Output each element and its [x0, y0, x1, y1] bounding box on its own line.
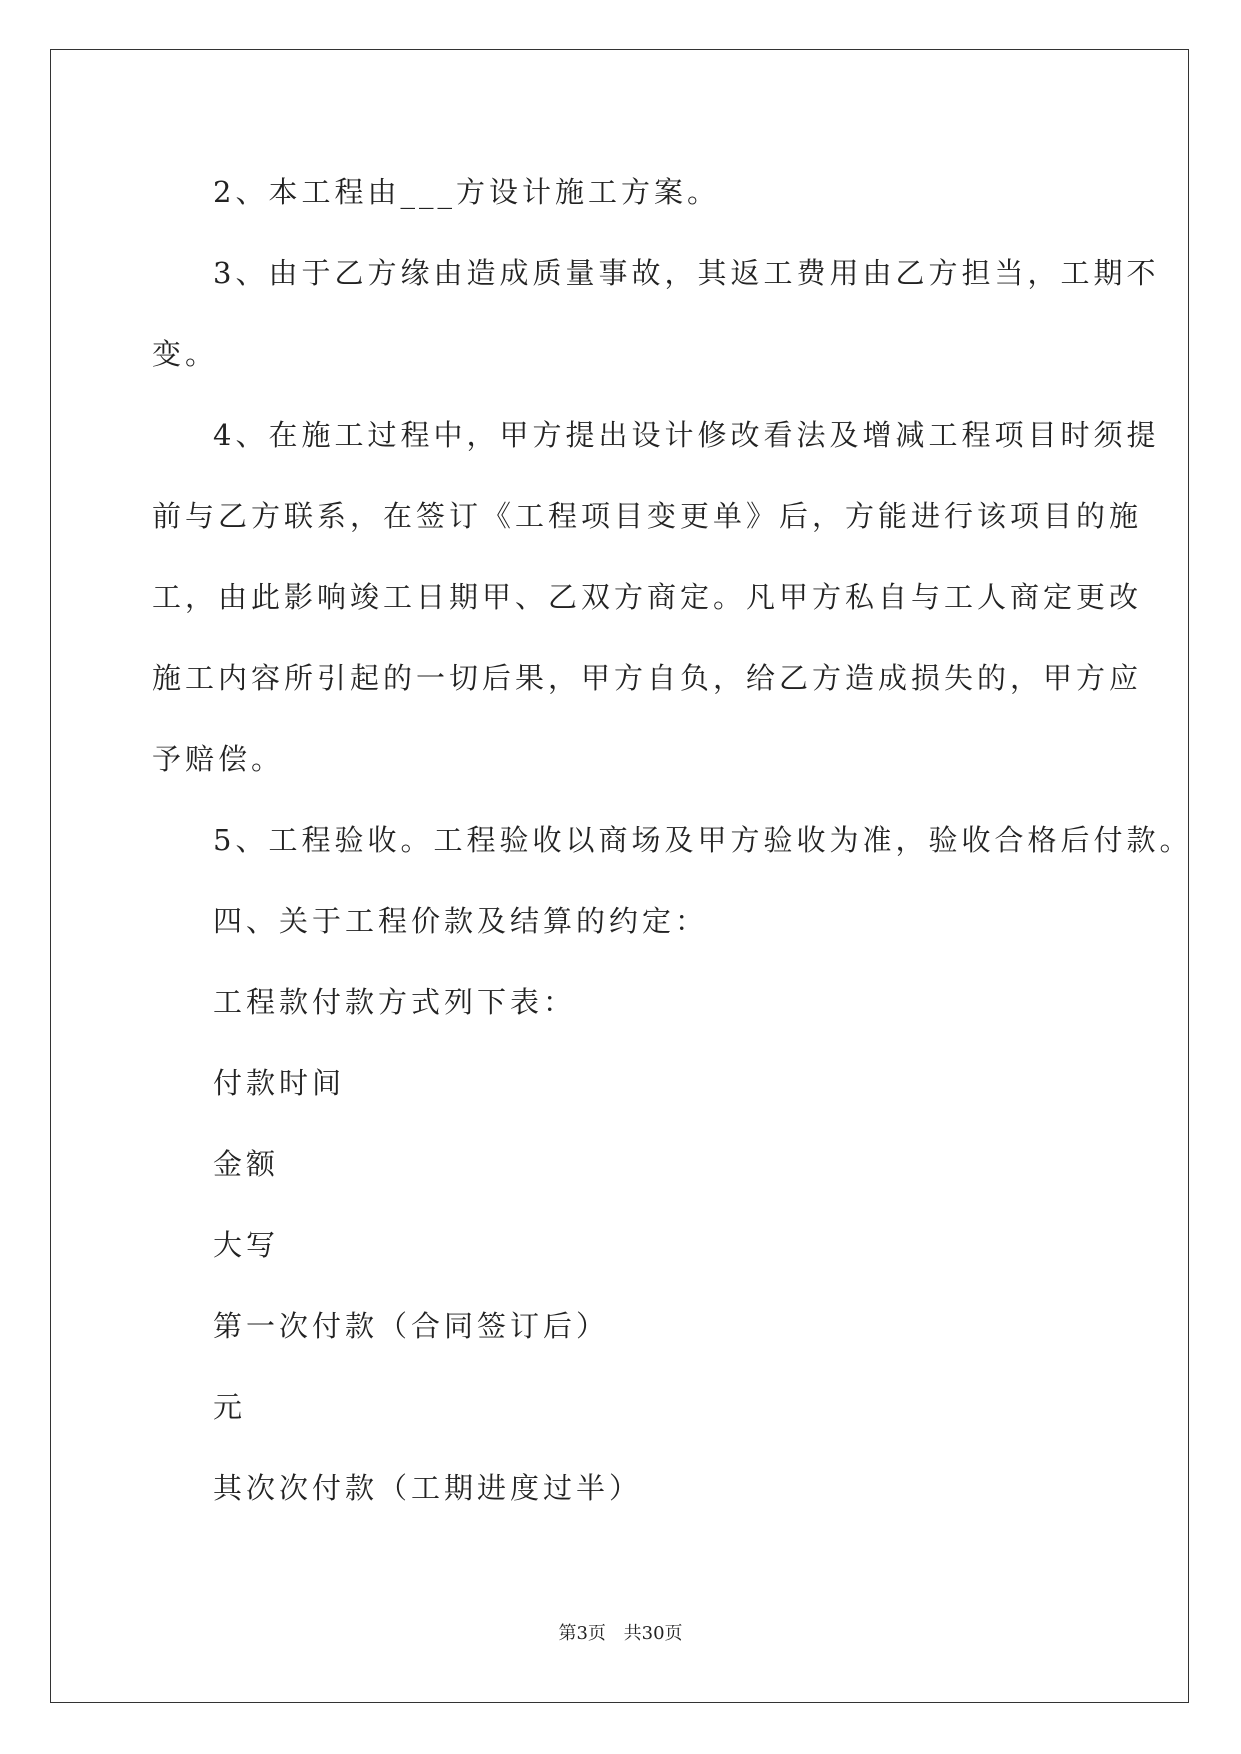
paragraph-line: 前与乙方联系，在签订《工程项目变更单》后，方能进行该项目的施: [152, 499, 1143, 533]
paragraph-line: 变。: [152, 337, 219, 371]
table-cell: 金额: [213, 1147, 280, 1181]
table-cell: 第一次付款（合同签订后）: [213, 1309, 610, 1343]
page-footer: [0, 1622, 1241, 1646]
paragraph-line: 2、本工程由___方设计施工方案。: [213, 175, 720, 209]
paragraph-line: 予赔偿。: [152, 742, 285, 776]
paragraph-line: 工程款付款方式列下表：: [213, 985, 577, 1019]
paragraph-line: 施工内容所引起的一切后果，甲方自负，给乙方造成损失的，甲方应: [152, 661, 1143, 695]
table-cell: 其次次付款（工期进度过半）: [213, 1471, 643, 1505]
paragraph-line: 5、工程验收。工程验收以商场及甲方验收为准，验收合格后付款。: [213, 823, 1193, 857]
table-cell: 付款时间: [213, 1066, 346, 1100]
paragraph-line: 工，由此影响竣工日期甲、乙双方商定。凡甲方私自与工人商定更改: [152, 580, 1143, 614]
page-number: 第3页: [558, 1623, 606, 1644]
page-total: 共30页: [623, 1623, 683, 1644]
page-border: [50, 49, 1189, 1703]
table-cell: 元: [213, 1390, 247, 1424]
section-heading: 四、关于工程价款及结算的约定：: [213, 904, 709, 938]
paragraph-line: 3、由于乙方缘由造成质量事故，其返工费用由乙方担当，工期不: [213, 256, 1160, 290]
paragraph-line: 4、在施工过程中，甲方提出设计修改看法及增减工程项目时须提: [213, 418, 1160, 452]
table-cell: 大写: [213, 1228, 280, 1262]
